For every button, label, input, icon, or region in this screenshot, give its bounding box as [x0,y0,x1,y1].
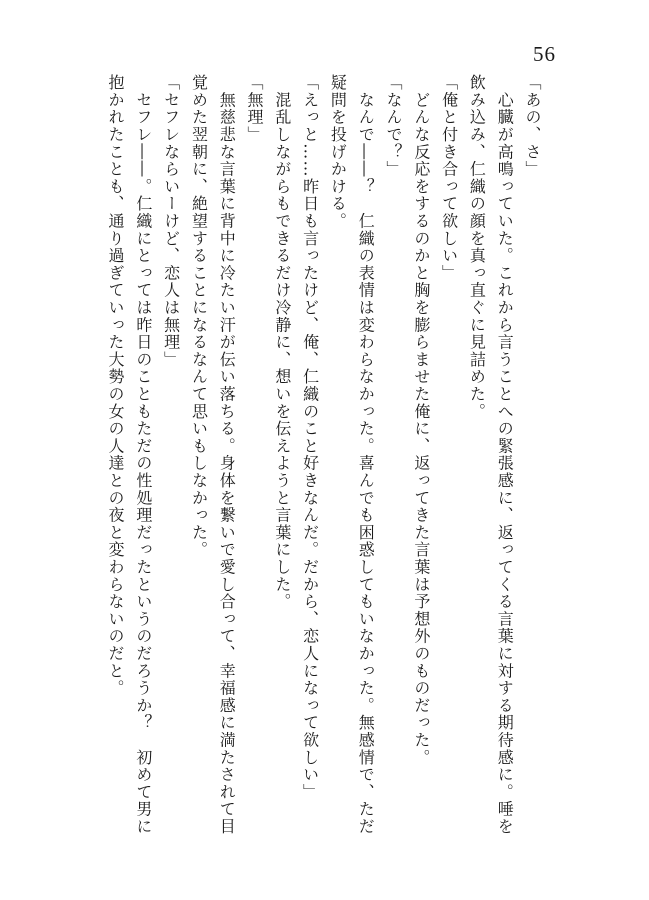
text-line: 「セフレならいーけど、恋人は無理」 [161,74,181,369]
page-number: 56 [533,42,556,66]
text-line: 飲み込み、仁織の顔を真っ直ぐに見詰めた。 [467,74,487,420]
text-line: 抱かれたことも、通り過ぎていった大勢の女の人達との夜と変わらないのだと。 [106,74,126,697]
text-line: 無慈悲な言葉に背中に冷たい汗が伝い落ちる。身体を繋いで愛し合って、幸福感に満たされて目 [217,74,237,836]
text-line: 覚めた翌朝に、絶望することになるなんて思いもしなかった。 [189,74,209,559]
text-line: 「俺と付き合って欲しい」 [439,74,459,282]
text-line: どんな反応をするのかと胸を膨らませた俺に、返ってきた言葉は予想外のものだった。 [411,74,431,766]
text-line: 心臓が高鳴っていた。これから言うことへの緊張感に、返ってくる言葉に対する期待感に。唾を [495,74,515,836]
text-line: 「えっと……昨日も言ったけど、俺、仁織のこと好きなんだ。だから、恋人になって欲しい」 [300,74,320,801]
text-line: 混乱しながらもできるだけ冷静に、想いを伝えようと言葉にした。 [272,74,292,611]
text-line: 「あの、さ」 [523,74,542,178]
text-line: 「無理」 [245,74,265,144]
text-line: なんで――？ 仁織の表情は変わらなかった。喜んでも困惑してもいなかった。無感情で、ただ [356,74,376,836]
text-line: 疑問を投げかける。 [328,74,348,230]
text-line: 「なんで？」 [384,74,404,178]
text-line: セフレ――。仁織にとっては昨日のこともただの性処理だったというのだろうか？ 初めて男に [133,74,153,836]
novel-text-body [102,74,546,864]
